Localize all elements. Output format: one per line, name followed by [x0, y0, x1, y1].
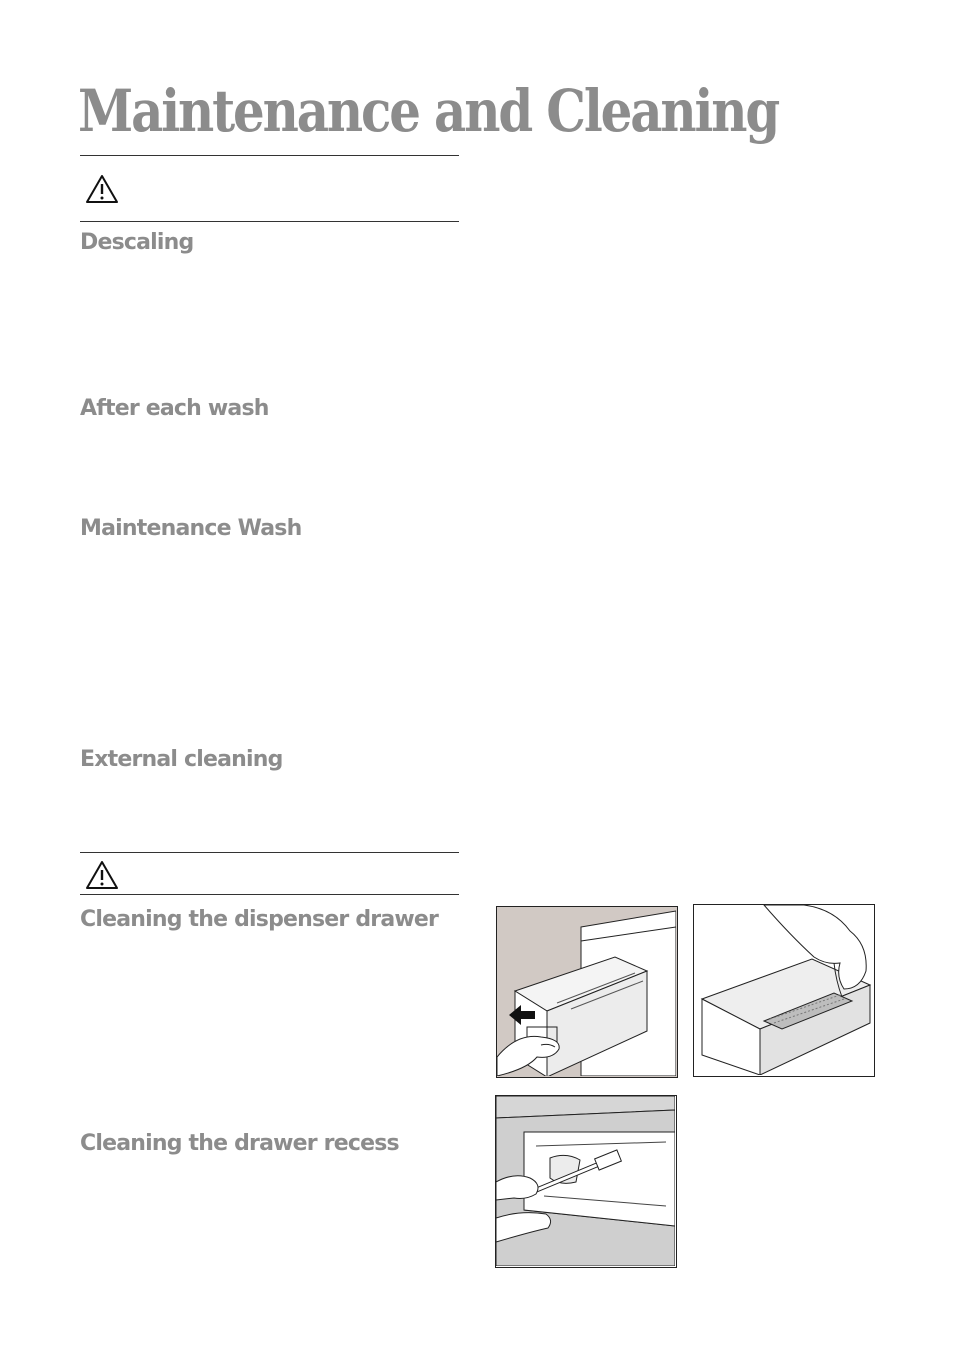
- drawer-lift-insert-illustration: [693, 904, 875, 1077]
- section-heading-dispenser-drawer: Cleaning the dispenser drawer: [80, 907, 439, 932]
- section-heading-after-each-wash: After each wash: [80, 396, 269, 421]
- drawer-pull-out-illustration: [496, 906, 678, 1078]
- drawer-lift-insert-drawing: [694, 905, 873, 1075]
- divider: [80, 894, 459, 895]
- divider: [80, 221, 459, 222]
- drawer-pull-out-drawing: [497, 907, 676, 1076]
- warning-triangle-icon: [85, 860, 119, 890]
- section-heading-external-cleaning: External cleaning: [80, 747, 283, 772]
- section-heading-drawer-recess: Cleaning the drawer recess: [80, 1131, 399, 1156]
- recess-brush-illustration: [495, 1095, 677, 1268]
- warning-triangle-icon: [85, 174, 119, 204]
- recess-brush-drawing: [496, 1096, 675, 1266]
- divider: [80, 852, 459, 853]
- section-heading-descaling: Descaling: [80, 230, 194, 255]
- page-title: Maintenance and Cleaning: [78, 77, 779, 145]
- section-heading-maintenance-wash: Maintenance Wash: [80, 516, 302, 541]
- divider: [80, 155, 459, 156]
